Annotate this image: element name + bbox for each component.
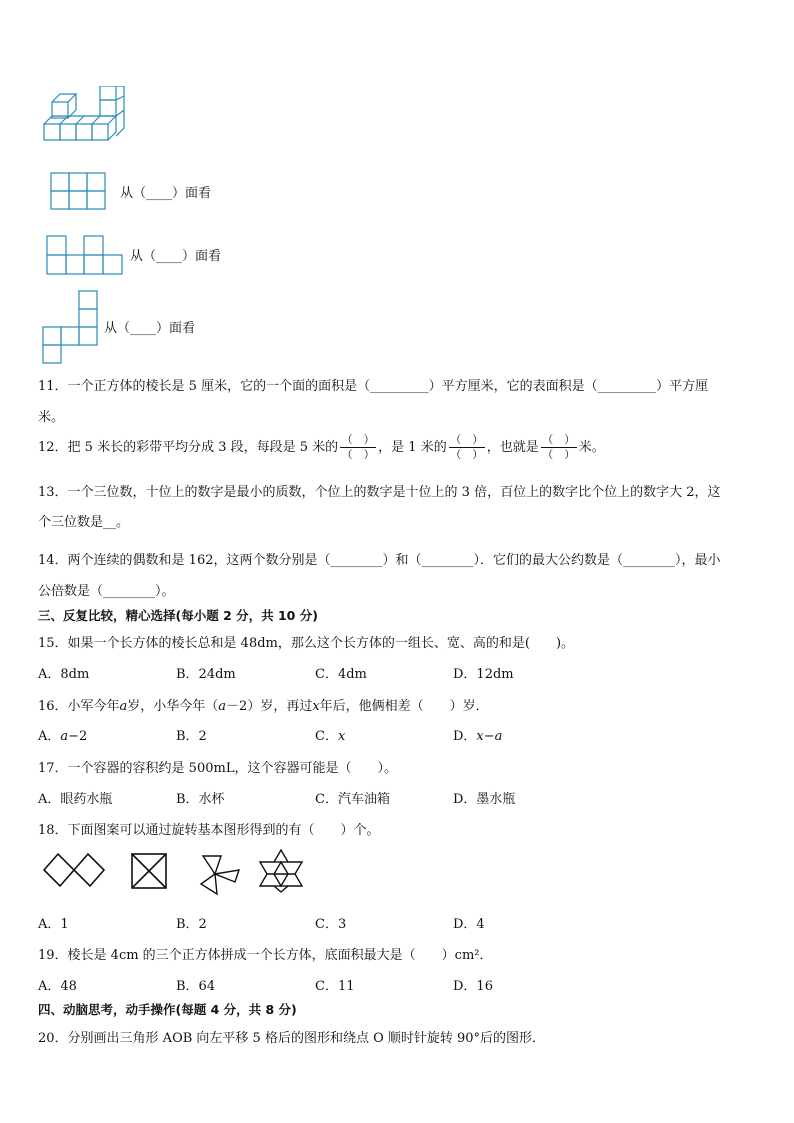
q15-option-d: D．12dm bbox=[453, 667, 514, 682]
pattern-1-figure bbox=[42, 850, 106, 890]
question-15-stem: 15．如果一个长方体的棱长总和是 48dm，那么这个长方体的一组长、宽、高的和是( )。 bbox=[38, 636, 575, 651]
pattern-3-figure bbox=[195, 852, 241, 898]
side-view-grid bbox=[46, 235, 124, 275]
q15-option-c: C．4dm bbox=[315, 667, 367, 682]
question-11-line-2: 米。 bbox=[38, 410, 65, 425]
q17-option-a: A．眼药水瓶 bbox=[38, 792, 113, 807]
q17-option-b: B．水杯 bbox=[176, 792, 225, 807]
view-2-label: 从（____）面看 bbox=[130, 249, 222, 264]
question-19-stem: 19．棱长是 4cm 的三个正方体拼成一个长方体，底面积最大是（ ）cm²． bbox=[38, 948, 493, 963]
q17-option-c: C．汽车油箱 bbox=[315, 792, 390, 807]
section-3-heading: 三、反复比较，精心选择(每小题 2 分，共 10 分) bbox=[38, 608, 318, 623]
q17-option-d: D．墨水瓶 bbox=[453, 792, 516, 807]
q19-option-d: D．16 bbox=[453, 979, 493, 994]
question-18-stem: 18．下面图案可以通过旋转基本图形得到的有（ ）个。 bbox=[38, 823, 380, 838]
pattern-4-figure bbox=[258, 848, 304, 894]
q18-option-a: A．1 bbox=[38, 917, 69, 932]
frac-top: （ ） bbox=[542, 433, 576, 446]
front-view-grid bbox=[50, 172, 108, 210]
question-12 bbox=[38, 434, 605, 461]
frac-bottom: （ ） bbox=[341, 448, 375, 461]
q12-part-4: 米。 bbox=[578, 440, 605, 455]
question-13-line-2: 个三位数是__。 bbox=[38, 515, 130, 530]
q12-part-2: ，是 1 米的 bbox=[378, 440, 447, 455]
q16-option-a: A．𝑎−2 bbox=[38, 729, 88, 744]
question-14-line-1: 14．两个连续的偶数和是 162，这两个数分别是（________）和（________）．它们的最大公约数是（________），最小 bbox=[38, 553, 721, 568]
q18-option-c: C．3 bbox=[315, 917, 347, 932]
question-17-stem: 17．一个容器的容积约是 500mL，这个容器可能是（ ）。 bbox=[38, 761, 397, 776]
q16-option-d: D．𝑥−𝑎 bbox=[453, 729, 503, 744]
view-1-label: 从（____）面看 bbox=[120, 186, 212, 201]
q19-option-a: A．48 bbox=[38, 979, 77, 994]
question-20-stem: 20．分别画出三角形 AOB 向左平移 5 格后的图形和绕点 O 顺时针旋转 90°后的图形． bbox=[38, 1031, 546, 1046]
q15-option-b: B．24dm bbox=[176, 667, 236, 682]
frac-bottom: （ ） bbox=[542, 448, 576, 461]
q19-option-b: B．64 bbox=[176, 979, 216, 994]
view-3-label: 从（____）面看 bbox=[104, 321, 196, 336]
q16-option-c: C．𝑥 bbox=[315, 729, 346, 744]
fraction-blank bbox=[340, 434, 376, 461]
frac-top: （ ） bbox=[341, 433, 375, 446]
q16-option-b: B．2 bbox=[176, 729, 207, 744]
q12-part-1: 12．把 5 米长的彩带平均分成 3 段，每段是 5 米的 bbox=[38, 440, 339, 455]
fraction-blank bbox=[541, 434, 577, 461]
q18-option-b: B．2 bbox=[176, 917, 207, 932]
frac-bottom: （ ） bbox=[450, 448, 484, 461]
section-4-heading: 四、动脑思考，动手操作(每题 4 分，共 8 分) bbox=[38, 1002, 297, 1017]
cube-stack-figure bbox=[40, 86, 130, 148]
q12-part-3: ，也就是 bbox=[486, 440, 539, 455]
q15-option-a: A．8dm bbox=[38, 667, 90, 682]
question-11-line-1: 11．一个正方体的棱长是 5 厘米，它的一个面的面积是（_________）平方厘米，它的表面积是（_________）平方厘 bbox=[38, 379, 709, 394]
question-16-stem: 16．小军今年𝑎岁，小华今年（𝑎－2）岁，再过𝑥年后，他俩相差（ ）岁． bbox=[38, 699, 489, 714]
fraction-blank bbox=[449, 434, 485, 461]
question-13-line-1: 13．一个三位数，十位上的数字是最小的质数，个位上的数字是十位上的 3 倍，百位上的数字比个位上的数字大 2，这 bbox=[38, 485, 721, 500]
question-14-line-2: 公倍数是（________）。 bbox=[38, 584, 175, 599]
pattern-2-figure bbox=[130, 852, 168, 890]
top-view-grid bbox=[42, 290, 100, 364]
q19-option-c: C．11 bbox=[315, 979, 355, 994]
q18-option-d: D．4 bbox=[453, 917, 485, 932]
frac-top: （ ） bbox=[450, 433, 484, 446]
